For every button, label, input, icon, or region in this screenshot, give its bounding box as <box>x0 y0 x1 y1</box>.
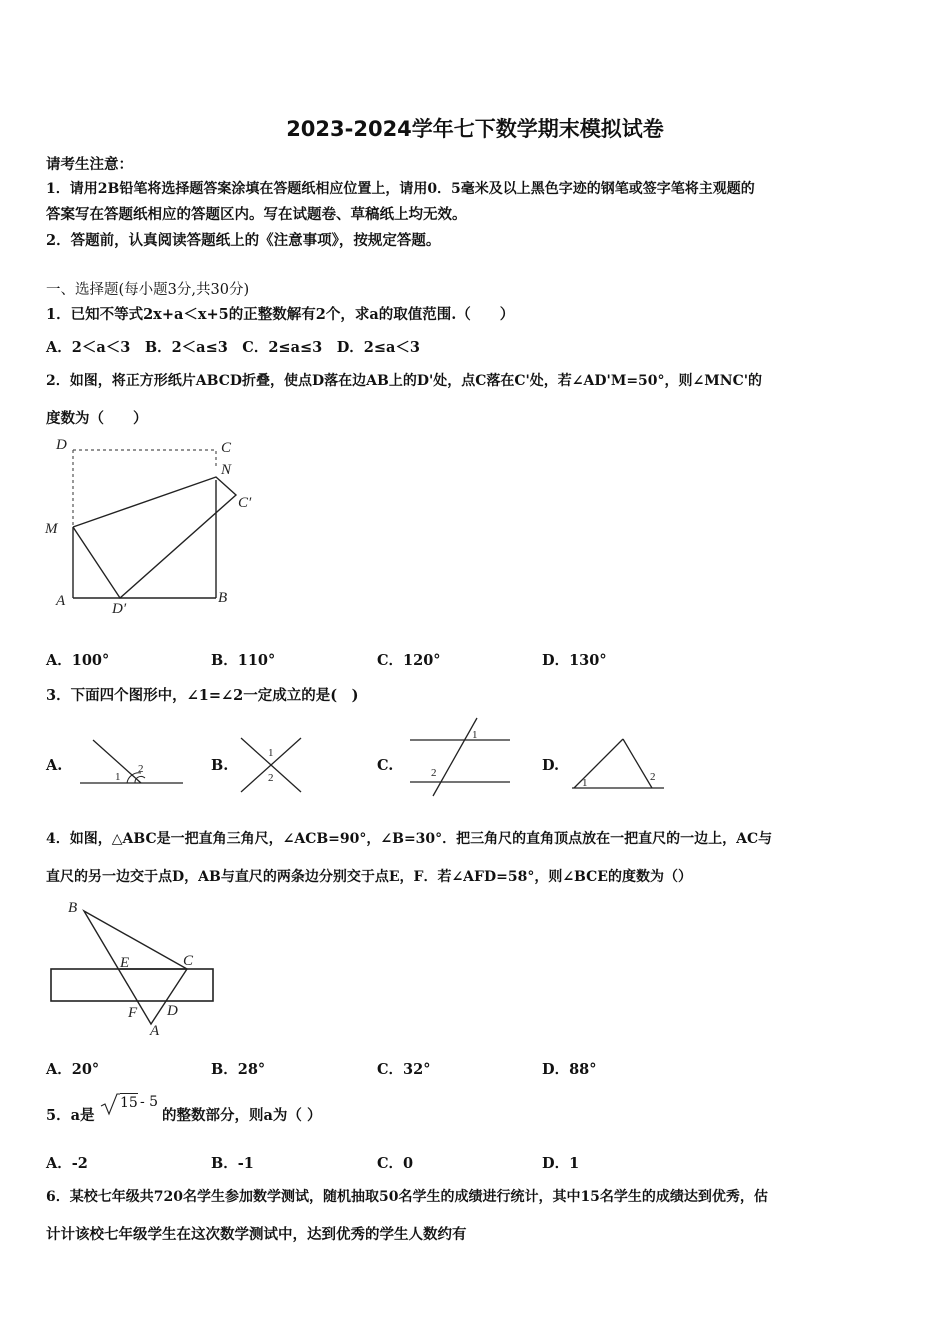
q6-stem-b: 计计该校七年级学生在这次数学测试中，达到优秀的学生人数约有 <box>46 1226 467 1243</box>
q2-option-d: D．130° <box>542 652 607 669</box>
q3-figure-a <box>75 728 185 790</box>
q2-option-a: A．100° <box>46 652 110 669</box>
q4-option-d: D．88° <box>542 1061 597 1078</box>
q5-stem-post: 的整数部分，则a为（ ） <box>162 1107 322 1124</box>
section-heading: 一、选择题(每小题3分,共30分) <box>46 282 250 298</box>
q3-figure-c <box>405 714 515 800</box>
q4-option-a: A．20° <box>46 1061 100 1078</box>
q2-label-N: N <box>221 462 232 478</box>
q3a-angle-2: 2 <box>138 763 144 775</box>
q5-option-b: B．-1 <box>211 1155 254 1172</box>
q3-figure-b <box>237 730 307 800</box>
q2-option-b: B．110° <box>211 652 276 669</box>
q4-label-D: D <box>167 1003 178 1019</box>
q3c-angle-2: 2 <box>431 767 437 779</box>
q4-stem-a: 4．如图，△ABC是一把直角三角尺，∠ACB=90°，∠B=30°．把三角尺的直角顶点放在一把直尺的一边上，AC与 <box>46 831 773 847</box>
page-title: 2023-2024学年七下数学期末模拟试卷 <box>286 117 664 141</box>
q4-label-E: E <box>120 955 130 971</box>
q3-option-d-label: D. <box>542 757 560 774</box>
q3-option-c-label: C. <box>377 757 394 774</box>
notice-heading: 请考生注意： <box>46 156 133 173</box>
q3c-angle-1: 1 <box>472 729 478 741</box>
q3-option-b-label: B. <box>211 757 229 774</box>
q4-label-B: B <box>68 900 78 916</box>
q2-figure <box>40 430 270 620</box>
q5-minus-five: - 5 <box>140 1094 159 1110</box>
q4-option-c: C．32° <box>377 1061 431 1078</box>
q5-option-c: C．0 <box>377 1155 414 1172</box>
q3d-angle-2: 2 <box>650 771 656 783</box>
q3-option-a-label: A. <box>46 757 63 774</box>
q3-stem: 3．下面四个图形中，∠1=∠2一定成立的是( ) <box>46 687 359 704</box>
q2-label-C: C <box>221 440 232 456</box>
q2-option-c: C．120° <box>377 652 441 669</box>
q3-figure-d <box>568 735 668 795</box>
notice-line-2: 2．答题前，认真阅读答题纸上的《注意事项》，按规定答题。 <box>46 232 441 249</box>
q4-option-b: B．28° <box>211 1061 266 1078</box>
q4-stem-b: 直尺的另一边交于点D，AB与直尺的两条边分别交于点E，F．若∠AFD=58°，则∠BCE的度数为（） <box>46 869 692 885</box>
q2-label-A: A <box>56 593 66 609</box>
q2-label-M: M <box>45 521 58 537</box>
q4-label-F: F <box>128 1005 138 1021</box>
notice-line-1a: 1．请用2B铅笔将选择题答案涂填在答题纸相应位置上，请用0．5毫米及以上黑色字迹的钢笔或签字笔将主观题的 <box>46 181 755 197</box>
q3d-angle-1: 1 <box>582 777 588 789</box>
q3a-angle-1: 1 <box>115 771 121 783</box>
q5-radicand: 15 <box>120 1095 138 1111</box>
q1-stem: 1．已知不等式2x+a＜x+5的正整数解有2个，求a的取值范围.（ ） <box>46 306 515 323</box>
q2-stem-a: 2．如图，将正方形纸片ABCD折叠，使点D落在边AB上的D'处，点C落在C'处，若∠AD'M=50°，则∠MNC'的 <box>46 373 762 389</box>
q4-label-A: A <box>150 1023 160 1039</box>
sqrt-icon <box>100 1092 120 1116</box>
notice-line-1b: 答案写在答题纸相应的答题区内。写在试题卷、草稿纸上均无效。 <box>46 206 467 223</box>
q3b-angle-1: 1 <box>268 747 274 759</box>
q2-label-Dprime: D′ <box>112 601 127 617</box>
q2-label-D: D <box>56 437 67 453</box>
q4-figure <box>40 893 230 1043</box>
q2-label-Cprime: C′ <box>238 495 252 511</box>
q1-options: A．2＜a＜3 B．2＜a≤3 C．2≤a≤3 D．2≤a＜3 <box>46 339 421 356</box>
q4-label-C: C <box>183 953 194 969</box>
q2-label-B: B <box>218 590 228 606</box>
q5-stem-pre: 5．a是 <box>46 1107 95 1124</box>
q5-option-d: D．1 <box>542 1155 580 1172</box>
q2-stem-b: 度数为（ ） <box>46 410 148 427</box>
q6-stem-a: 6．某校七年级共720名学生参加数学测试，随机抽取50名学生的成绩进行统计，其中15名学生的成绩达到优秀，估 <box>46 1189 768 1205</box>
q3b-angle-2: 2 <box>268 772 274 784</box>
q5-option-a: A．-2 <box>46 1155 88 1172</box>
